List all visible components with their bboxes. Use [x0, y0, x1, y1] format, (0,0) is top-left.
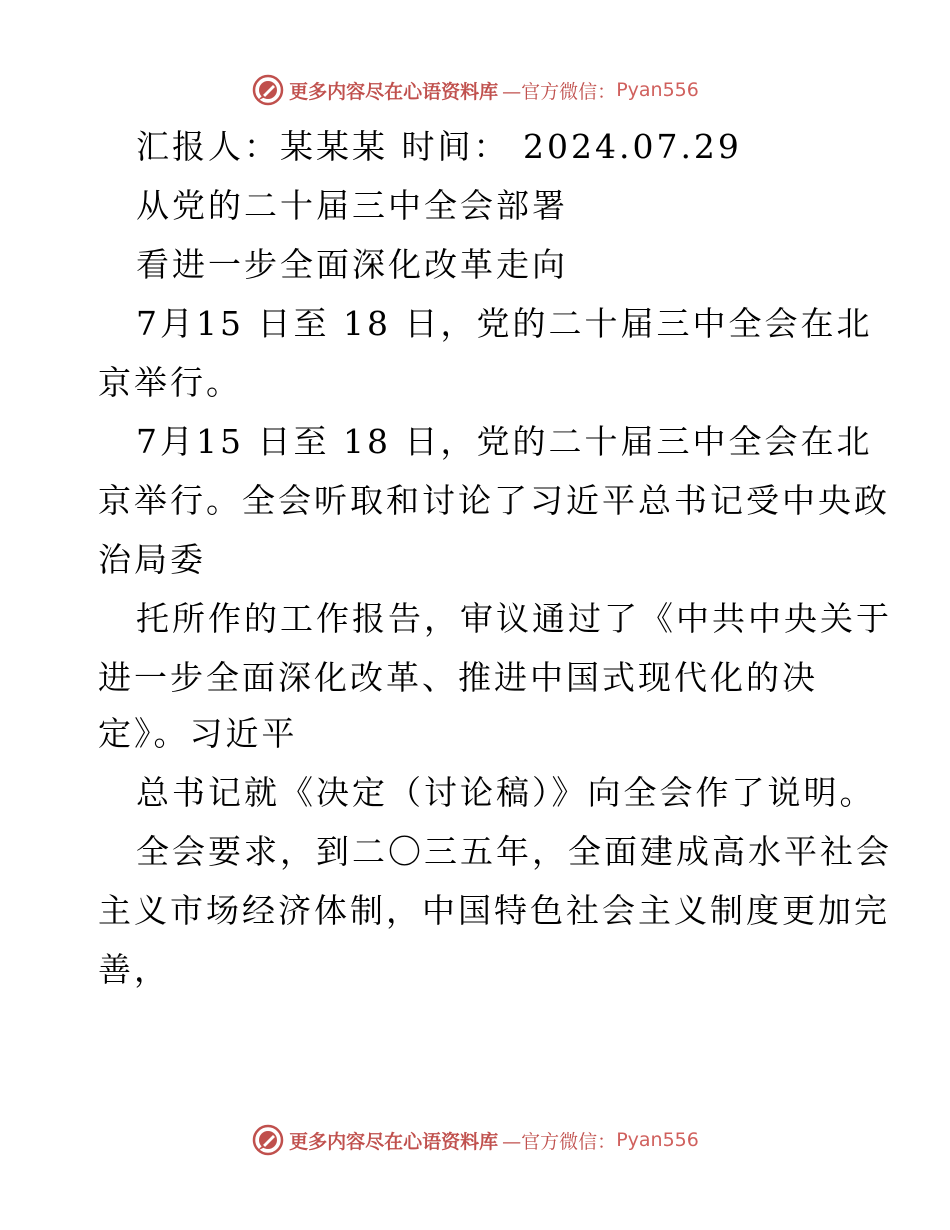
header-watermark — [0, 70, 950, 110]
pen-logo-icon — [251, 73, 285, 107]
watermark-wechat-id: Pyan556 — [616, 79, 699, 101]
watermark-wechat-id: Pyan556 — [616, 1129, 699, 1151]
paragraph-line: 善， — [98, 950, 170, 989]
pen-logo-icon — [251, 1123, 285, 1157]
paragraph-line: 京举行。 — [98, 363, 242, 402]
paragraph-line: 定》。习近平 — [98, 714, 298, 753]
footer-watermark — [0, 1120, 950, 1160]
paragraph-line: 主义市场经济体制，中国特色社会主义制度更加完 — [98, 891, 890, 930]
paragraph-line: 治局委 — [98, 540, 206, 579]
paragraph-line: 7月15 日至 18 日，党的二十届三中全会在北 — [136, 422, 873, 461]
paragraph-line: 7月15 日至 18 日，党的二十届三中全会在北 — [136, 304, 873, 343]
reporter-line: 汇报人：某某某 时间： 2024.07.29 — [136, 127, 742, 166]
watermark-text: 更多内容尽在心语资料库 — [289, 1130, 499, 1153]
watermark-text: 更多内容尽在心语资料库 — [289, 80, 499, 103]
watermark-wechat-label: —官方微信： — [502, 1130, 617, 1153]
watermark-wechat-label: —官方微信： — [502, 80, 617, 103]
paragraph-line: 进一步全面深化改革、推进中国式现代化的决 — [98, 658, 818, 697]
paragraph-line: 京举行。全会听取和讨论了习近平总书记受中央政 — [98, 481, 890, 520]
paragraph-line: 总书记就《决定（讨论稿）》向全会作了说明。 — [136, 773, 876, 812]
paragraph-line: 托所作的工作报告，审议通过了《中共中央关于 — [136, 599, 892, 638]
paragraph-line: 全会要求，到二〇三五年，全面建成高水平社会 — [136, 832, 892, 871]
title-line-2: 看进一步全面深化改革走向 — [136, 245, 568, 284]
title-line-1: 从党的二十届三中全会部署 — [136, 186, 568, 225]
